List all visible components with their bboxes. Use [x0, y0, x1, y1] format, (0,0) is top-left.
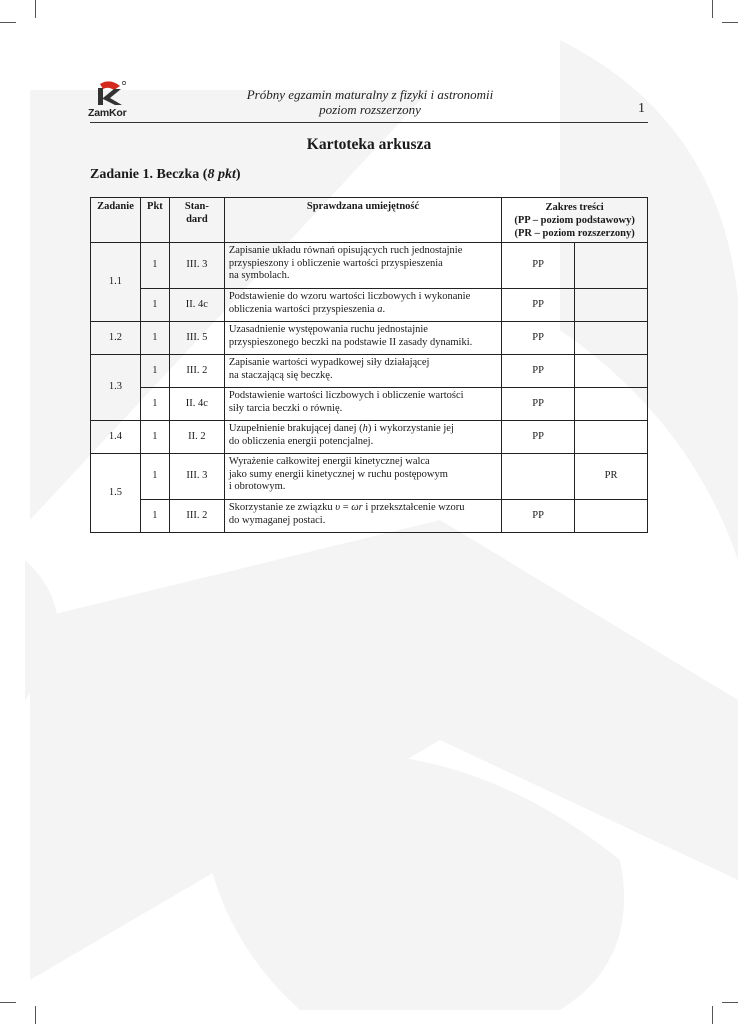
skill-line: Zapisanie wartości wypadkowej siły działającej: [228, 357, 430, 368]
pp-cell: PP: [502, 421, 575, 454]
task-table: [90, 197, 648, 533]
standard-cell: II. 4c: [169, 289, 224, 322]
skill-cell: [224, 322, 501, 355]
formula-omega-r: ωr: [351, 502, 363, 513]
skill-cell: [224, 421, 501, 454]
table-row: [91, 388, 648, 421]
header-title-line2: poziom rozszerzony: [319, 102, 421, 117]
header-scope-line3: (PR – poziom rozszerzony): [514, 228, 635, 239]
standard-cell: III. 3: [169, 243, 224, 289]
header-scope-line2: (PP – poziom podstawowy): [514, 215, 635, 226]
task-title: [90, 167, 241, 183]
skill-line: obliczenia wartości przyspieszenia a.: [228, 303, 386, 315]
pp-cell: PP: [502, 289, 575, 322]
pkt-cell: 1: [140, 243, 169, 289]
header-standard-line2: dard: [186, 213, 208, 225]
table-row: [91, 355, 648, 388]
pkt-cell: 1: [140, 421, 169, 454]
pr-cell: [575, 243, 648, 289]
header-scope: [502, 198, 648, 243]
pr-cell: [575, 355, 648, 388]
skill-line: Podstawienie do wzoru wartości liczbowych i wykonanie: [228, 291, 471, 302]
pkt-cell: 1: [140, 322, 169, 355]
pkt-cell: 1: [140, 388, 169, 421]
skill-line: do obliczenia energii potencjalnej.: [228, 435, 374, 447]
pr-cell: [575, 388, 648, 421]
table-row: [91, 289, 648, 322]
header-standard: [169, 198, 224, 243]
skill-line: przyspieszonego beczki na podstawie II zasady dynamiki.: [228, 336, 473, 348]
standard-cell: III. 2: [169, 355, 224, 388]
task-title-suffix: ): [235, 167, 241, 182]
pr-cell: [575, 322, 648, 355]
standard-cell: II. 4c: [169, 388, 224, 421]
header-pkt: Pkt: [140, 198, 169, 243]
zamkor-logo: [88, 80, 138, 120]
standard-cell: III. 2: [169, 500, 224, 533]
standard-cell: II. 2: [169, 421, 224, 454]
header-title-line1: Próbny egzamin maturalny z fizyki i astronomii: [246, 87, 494, 102]
header-rule: [90, 122, 648, 123]
header-scope-line1: Zakres treści: [545, 202, 604, 213]
skill-line: Zapisanie układu równań opisujących ruch jednostajnie: [228, 245, 463, 256]
logo-text: ZamKor: [88, 107, 127, 119]
table-header-row: [91, 198, 648, 243]
skill-line: jako sumy energii kinetycznej w ruchu postępowym: [228, 468, 448, 480]
task-id-cell: 1.1: [91, 243, 141, 322]
task-title-prefix: Zadanie 1. Beczka (: [90, 167, 208, 182]
pkt-cell: 1: [140, 454, 169, 500]
task-id-cell: 1.4: [91, 421, 141, 454]
pkt-cell: 1: [140, 500, 169, 533]
table-row: [91, 322, 648, 355]
table-row: [91, 243, 648, 289]
skill-line: Uzasadnienie występowania ruchu jednostajnie: [228, 324, 428, 335]
skill-line: Podstawienie wartości liczbowych i obliczenie wartości: [228, 390, 464, 401]
skill-line: na symbolach.: [228, 270, 290, 281]
skill-cell: [224, 388, 501, 421]
skill-line: Skorzystanie ze związku υ = ωr i przekształcenie wzoru: [228, 502, 465, 513]
pp-cell: [502, 454, 575, 500]
pr-cell: [575, 500, 648, 533]
table-row: [91, 421, 648, 454]
pp-cell: PP: [502, 322, 575, 355]
skill-cell: [224, 500, 501, 533]
skill-line: na staczającą się beczkę.: [228, 369, 333, 381]
skill-cell: [224, 243, 501, 289]
zamkor-logo-icon: [94, 80, 128, 108]
task-title-points: 8 pkt: [207, 167, 236, 182]
pr-cell: [575, 421, 648, 454]
standard-cell: III. 3: [169, 454, 224, 500]
symbol-h: h: [362, 423, 368, 434]
header-skill: Sprawdzana umiejętność: [224, 198, 501, 243]
pr-cell: [575, 289, 648, 322]
document-title: Kartoteka arkusza: [306, 136, 432, 153]
standard-cell: III. 5: [169, 322, 224, 355]
symbol-a: a: [377, 303, 383, 315]
skill-line: i obrotowym.: [228, 481, 286, 492]
table-row: [91, 454, 648, 500]
formula-v: υ: [335, 502, 341, 513]
skill-cell: [224, 355, 501, 388]
header-standard-line1: Stan-: [184, 201, 209, 212]
pp-cell: PP: [502, 388, 575, 421]
table-row: [91, 500, 648, 533]
pkt-cell: 1: [140, 355, 169, 388]
skill-cell: [224, 454, 501, 500]
task-id-cell: 1.3: [91, 355, 141, 421]
skill-line: przyspieszony i obliczenie wartości przyspieszenia: [228, 257, 443, 269]
task-id-cell: 1.5: [91, 454, 141, 533]
skill-line: siły tarcia beczki o równię.: [228, 402, 343, 414]
skill-line: do wymaganej postaci.: [228, 514, 326, 526]
skill-line: Uzupełnienie brakującej danej (h) i wykorzystanie jej: [228, 423, 454, 434]
skill-cell: [224, 289, 501, 322]
task-id-cell: 1.2: [91, 322, 141, 355]
skill-line: Wyrażenie całkowitej energii kinetycznej walca: [228, 456, 430, 467]
page-number: 1: [638, 101, 645, 116]
pkt-cell: 1: [140, 289, 169, 322]
pp-cell: PP: [502, 500, 575, 533]
pr-cell: PR: [575, 454, 648, 500]
header-zadanie: Zadanie: [91, 198, 141, 243]
pp-cell: PP: [502, 243, 575, 289]
pp-cell: PP: [502, 355, 575, 388]
